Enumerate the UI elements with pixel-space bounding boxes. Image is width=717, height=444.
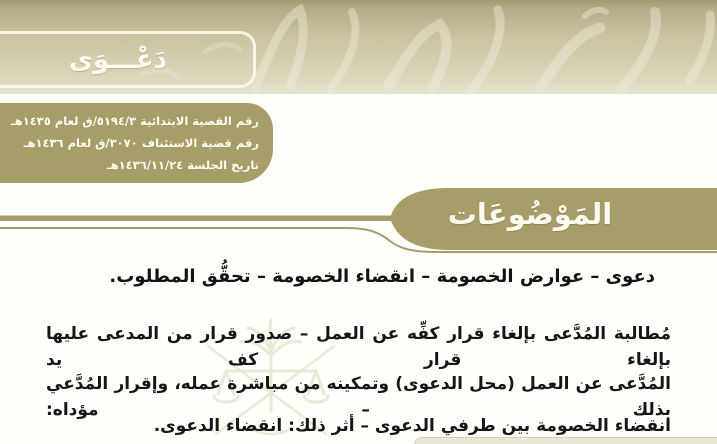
section-title: المَوْضُوعَات — [447, 197, 613, 231]
body-paragraph-line: انقضاء الخصومة بين طرفي الدعوى – أثر ذلك: انقضاء الدعوى. — [153, 416, 671, 436]
next-section-band — [414, 437, 717, 444]
case-type-tab — [0, 31, 256, 88]
case-type-label: دَعْـــوَى — [69, 44, 167, 75]
case-number-initial: رقم القضية الابتدائية ٥١٩٤/٣/ق لعام ١٤٣٥هـ — [10, 114, 259, 128]
case-number-appeal: رقم قضية الاستئناف ٣٠٧٠/ق لعام ١٤٣٦هـ — [23, 136, 259, 150]
header-banner — [0, 0, 717, 94]
session-date: تاريخ الجلسة ١٤٣٦/١١/٢٤هـ — [106, 158, 259, 172]
body-paragraph-line: المُدَّعى عن العمل (محل الدعوى) وتمكينه من مباشرة عمله، وإقرار المُدَّعي بذلك – مؤداه: — [46, 374, 671, 420]
topics-summary-line: دعوى – عوارض الخصومة – انقضاء الخصومة – تحقُّق المطلوب. — [109, 266, 655, 287]
body-paragraph-line: مُطالبة المُدَّعى بإلغاء قرار كفِّه عن العمل – صدور قرار من المدعى عليها بإلغاء قرار كف يد — [46, 324, 671, 370]
topics-rule-thick — [0, 216, 394, 222]
case-info-box — [0, 103, 273, 183]
